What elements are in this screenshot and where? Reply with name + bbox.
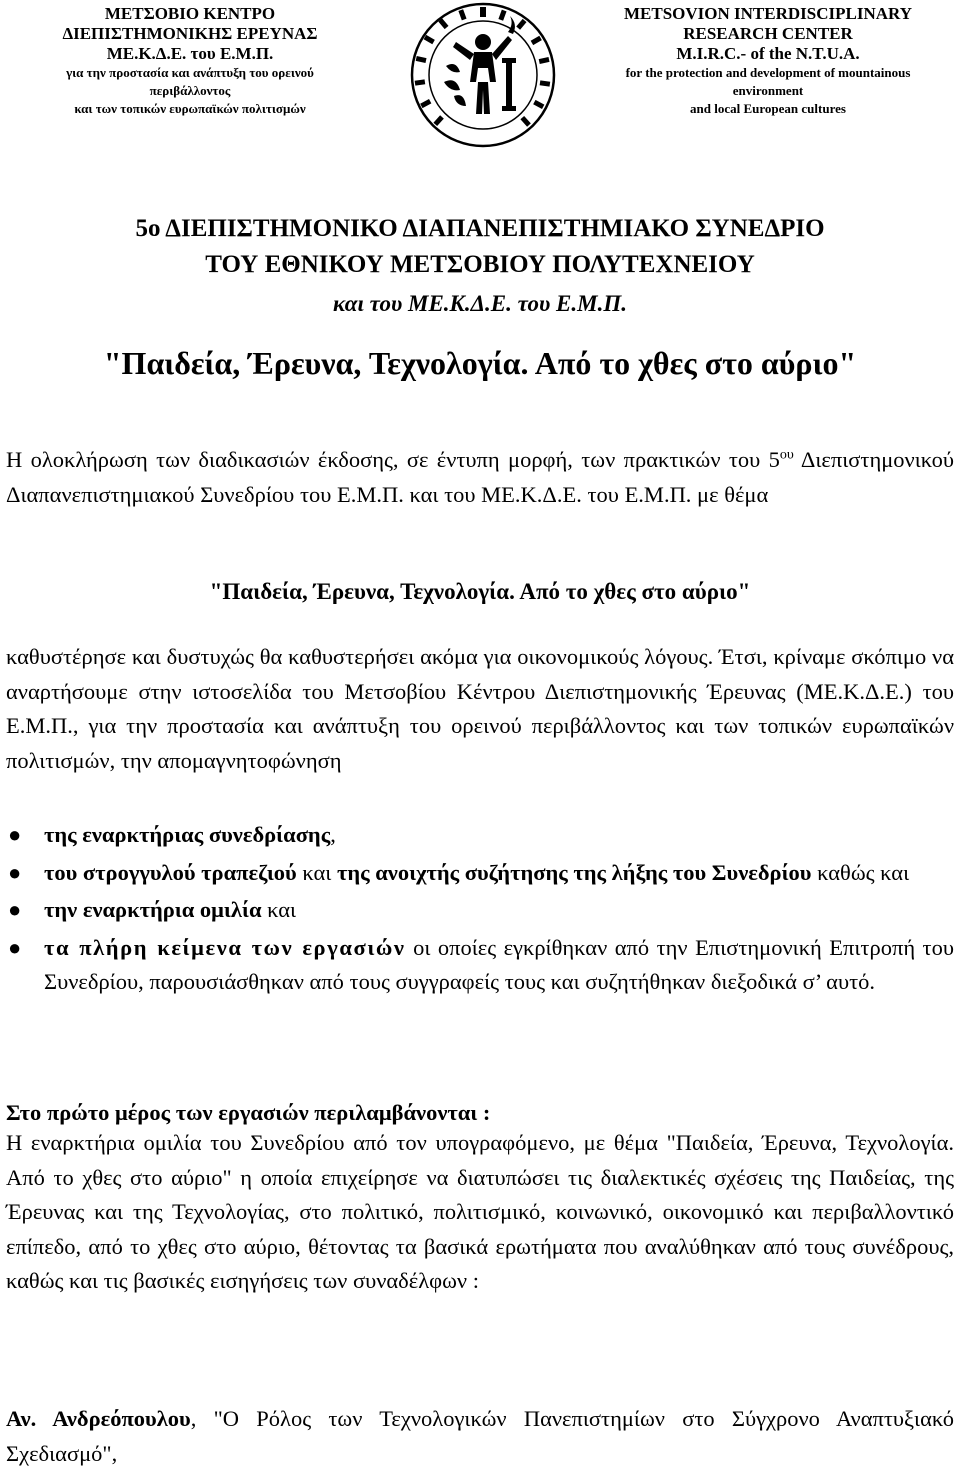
org-name-english-3: M.I.R.C.- of the N.T.U.A. bbox=[676, 44, 860, 63]
list-item-bold: την εναρκτήρια ομιλία bbox=[44, 897, 262, 922]
bullet-icon: ● bbox=[8, 897, 22, 922]
conference-title-line-2: ΤΟΥ ΕΘΝΙΚΟΥ ΜΕΤΣΟΒΙΟΥ ΠΟΛΥΤΕΧΝΕΙΟΥ bbox=[205, 251, 755, 278]
paragraph-2 bbox=[6, 640, 954, 778]
list-item bbox=[6, 893, 954, 928]
theme-repeat: "Παιδεία, Έρευνα, Τεχνολογία. Από το χθες στο αύριο" bbox=[209, 579, 751, 604]
org-name-english-2: RESEARCH CENTER bbox=[683, 24, 853, 43]
conference-title-line-1: 5ο ΔΙΕΠΙΣΤΗΜΟΝΙΚΟ ΔΙΑΠΑΝΕΠΙΣΤΗΜΙΑΚΟ ΣΥΝΕΔΡΙΟ bbox=[135, 215, 825, 242]
list-item-text: , bbox=[330, 822, 336, 847]
section-title: Στο πρώτο μέρος των εργασιών περιλαμβάνονται : bbox=[6, 1100, 491, 1125]
letterhead bbox=[0, 0, 960, 150]
ordinal-suffix: ου bbox=[779, 447, 794, 463]
list-item-text: οι οποίες εγκρίθηκαν από την Επιστημονική Επιτροπή του Συνεδρίου, παρουσιάσθηκαν από τους συγγραφείς τους και συζητήθηκαν διεξοδικά σ’ αυτό. bbox=[44, 934, 954, 994]
paragraph-3 bbox=[6, 1126, 954, 1299]
ntua-prometheus-seal-icon bbox=[410, 2, 556, 148]
conference-theme: "Παιδεία, Έρευνα, Τεχνολογία. Από το χθες στο αύριο" bbox=[103, 345, 857, 381]
org-desc-greek-2: περιβάλλοντος bbox=[149, 83, 231, 98]
list-item-bold: τα πλήρη κείμενα των εργασιών bbox=[44, 934, 406, 960]
letterhead-english bbox=[578, 4, 958, 118]
conference-title-line-3: και του ΜΕ.Κ.Δ.Ε. του Ε.Μ.Π. bbox=[333, 291, 627, 316]
list-item-bold: του στρογγυλού τραπεζιού bbox=[44, 859, 297, 885]
list-item bbox=[6, 818, 954, 853]
list-item bbox=[6, 931, 954, 1000]
org-name-greek-3: ΜΕ.Κ.Δ.Ε. του Ε.Μ.Π. bbox=[106, 44, 274, 63]
org-desc-greek-3: και των τοπικών ευρωπαϊκών πολιτισμών bbox=[74, 101, 306, 116]
org-desc-english-1: for the protection and development of mountainous bbox=[625, 65, 911, 80]
letterhead-greek bbox=[0, 4, 380, 118]
org-name-greek-1: ΜΕΤΣΟΒΙΟ ΚΕΝΤΡΟ bbox=[104, 4, 276, 23]
paragraph-3-text: Η εναρκτήρια ομιλία του Συνεδρίου από τον υπογραφόμενο, με θέμα "Παιδεία, Έρευνα, Τεχνολογία. Από το χθες στο αύριο" η οποία επιχείρησε να διατυπώσει τις διαλεκτικές σχέσεις της Παιδείας, της Έρευνας και της Τεχνολογίας, στο πολιτικό, πολιτισμικό, κοινωνικό, οικονομικό και περιβαλλοντικό επίπεδο, από το χθες στο αύριο, θέτοντας τα βασικά ερωτήματα που αναλύθηκαν από τους συνέδρους, καθώς και τις βασικές εισηγήσεις των συναδέλφων : bbox=[6, 1130, 954, 1293]
list-item-text: και bbox=[261, 897, 297, 922]
author-name: Αν. Ανδρεόπουλου bbox=[6, 1406, 191, 1431]
org-name-greek-2: ΔΙΕΠΙΣΤΗΜΟΝΙΚΗΣ ΕΡΕΥΝΑΣ bbox=[62, 24, 318, 43]
intro-text-1: Η ολοκλήρωση των διαδικασιών έκδοσης, σε έντυπη μορφή, των πρακτικών του 5 bbox=[6, 447, 780, 472]
list-item-text: καθώς και bbox=[811, 859, 910, 885]
list-item bbox=[6, 856, 954, 891]
bullet-icon: ● bbox=[8, 822, 22, 847]
org-name-english-1: METSOVION INTERDISCIPLINARY bbox=[624, 4, 912, 23]
paragraph-4 bbox=[6, 1402, 954, 1471]
intro-paragraph bbox=[6, 443, 954, 512]
org-desc-english-2: environment bbox=[732, 83, 804, 98]
contents-list bbox=[6, 818, 954, 1000]
paper-title: , "Ο Ρόλος των Τεχνολογικών Πανεπιστημίων στο Σύγχρονο Αναπτυξιακό Σχεδιασμό", bbox=[6, 1406, 954, 1466]
bullet-icon: ● bbox=[8, 934, 22, 960]
org-desc-greek-1: για την προστασία και ανάπτυξη του ορεινού bbox=[66, 65, 314, 80]
list-item-bold-2: της ανοιχτής συζήτησης της λήξης του Συνεδρίου bbox=[336, 859, 812, 885]
intro-text-2: Διεπιστημονικού Διαπανεπιστημιακού Συνεδρίου του Ε.Μ.Π. και του ΜΕ.Κ.Δ.Ε. του Ε.Μ.Π. με θέμα bbox=[6, 447, 954, 507]
list-item-bold: της εναρκτήριας συνεδρίασης bbox=[44, 822, 331, 847]
bullet-icon: ● bbox=[8, 859, 22, 885]
org-desc-english-3: and local European cultures bbox=[690, 101, 846, 116]
list-item-text: και bbox=[296, 859, 337, 885]
paragraph-2-text: καθυστέρησε και δυστυχώς θα καθυστερήσει ακόμα για οικονομικούς λόγους. Έτσι, κρίναμε σκόπιμο να αναρτήσουμε στην ιστοσελίδα του Μετσοβίου Κέντρου Διεπιστημονικής Έρευνας (ΜΕ.Κ.Δ.Ε.) του Ε.Μ.Π., για την προστασία και ανάπτυξη του ορεινού περιβάλλοντος και των τοπικών ευρωπαϊκών πολιτισμών, την απομαγνητοφώνηση bbox=[6, 644, 954, 773]
